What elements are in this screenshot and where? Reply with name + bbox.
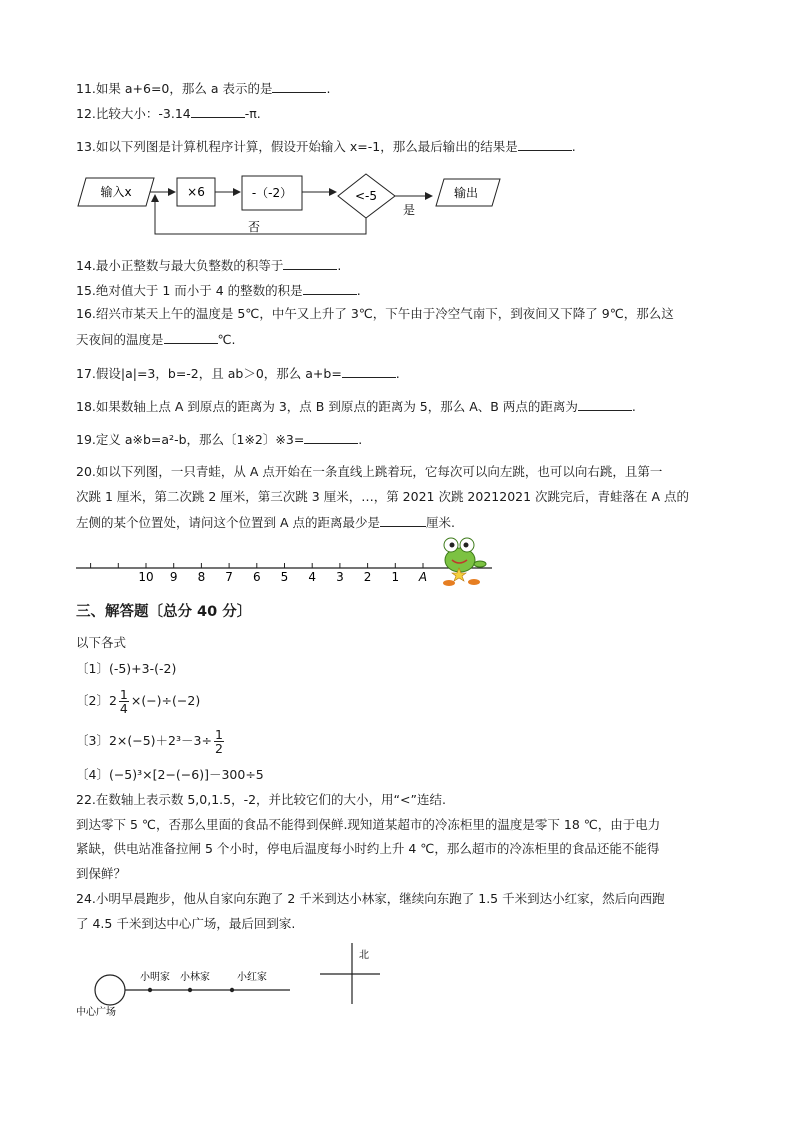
number-line-label: 4 [308,570,317,584]
question-23-line2: 紧缺，供电站准备拉闸 5 个小时，停电后温度每小时约上升 4 ℃，那么超市的冷冻柜里的食品还能不能得 [76,841,660,856]
section-heading: 三、解答题〔总分 40 分〕 [76,604,252,620]
calc-3: 〔3〕2×(−5)＋2³－3÷ $\frac{1}{2}$ [76,727,223,756]
number-line-label: 2 [363,570,372,584]
center-square-label: 中心广场 [76,1007,116,1018]
input-label: 输入x [100,185,132,199]
calc-4: 〔4〕(−5)³×[2−(−6)]－300÷5 [76,767,264,782]
lin-home-label: 小林家 [180,972,210,983]
north-label: 北 [359,950,369,961]
answer-blank [283,257,337,270]
answer-blank [518,138,572,151]
number-line-label: 7 [225,570,233,584]
home-label: 小明家 [140,972,170,983]
subtract-label: -（-2） [251,186,293,200]
output-label: 输出 [453,186,479,200]
yes-label: 是 [403,203,416,217]
question-23-line1: 到达零下 5 ℃，否那么里面的食品不能得到保鲜.现知道某超市的冷冻柜里的温度是零下 18 ℃，由于电力 [76,817,661,832]
question-23-line3: 到保鲜？ [76,866,127,881]
answer-blank [303,282,357,295]
question-24-line1: 24.小明早晨跑步，他从自家向东跑了 2 千米到达小林家，继续向东跑了 1.5 千米到达小红家，然后向西跑 [76,891,665,906]
question-17: 17.假设|a|=3，b=-2，且 ab＞0，那么 a+b= . [76,366,400,381]
question-16-line2: 天夜间的温度是 ℃. [76,332,236,347]
question-13: 13.如以下列图是计算机程序计算，假设开始输入 x=-1，那么最后输出的结果是 . [76,139,576,154]
question-15: 15.绝对值大于 1 而小于 4 的整数的积是 . [76,283,361,298]
question-22: 22.在数轴上表示数 5,0,1.5，-2，并比较它们的大小，用“<”连结. [76,792,446,807]
calc-1: 〔1〕(-5)+3-(-2) [76,661,177,676]
no-label: 否 [248,220,261,234]
question-24-line2: 了 4.5 千米到达中心广场，最后回到家. [76,916,296,931]
number-line-label: 9 [169,570,178,584]
question-12: 12.比较大小：-3.14 -π. [76,106,261,121]
number-line-label: 3 [336,570,344,584]
number-line-label: 5 [280,570,289,584]
answer-blank [578,398,632,411]
number-line-label: 10 [138,570,154,584]
number-line-label: 8 [197,570,206,584]
number-line-label: A [418,570,428,584]
fraction: $\frac{1}{4}$ [119,687,128,716]
program-flowchart [0,168,794,244]
multiply-label: ×6 [187,185,205,199]
question-19: 19.定义 a※b=a²-b，那么〔1※2〕※3= . [76,432,363,447]
center-square-marker [95,975,125,1005]
hong-home-label: 小红家 [237,972,267,983]
question-16-line1: 16.绍兴市某天上午的温度是 5℃，中午又上升了 3℃，下午由于冷空气南下，到夜间又下降了 9℃，那么这 [76,306,674,321]
route-map [0,938,794,1028]
frog-icon [443,538,486,586]
number-line-figure [0,530,794,590]
question-11: 11.如果 a+6=0，那么 a 表示的是 . [76,81,331,96]
answer-blank [304,431,358,444]
question-14: 14.最小正整数与最大负整数的积等于 . [76,258,342,273]
number-line-label: 1 [391,570,400,584]
answer-blank [380,514,426,527]
compass-icon [320,943,380,1004]
section-intro: 以下各式 [76,635,127,650]
answer-blank [272,80,326,93]
question-20-line3: 左侧的某个位置处，请问这个位置到 A 点的距离最少是 厘米. [76,515,455,530]
answer-blank [342,365,396,378]
number-line-label: 6 [252,570,261,584]
calc-2: 〔2〕2 $\frac{1}{4}$ ×(−)÷(−2) [76,687,201,716]
answer-blank [164,331,218,344]
answer-blank [191,105,245,118]
condition-label: <-5 [354,189,378,203]
question-20-line1: 20.如以下列图，一只青蛙，从 A 点开始在一条直线上跳着玩，它每次可以向左跳，也可以向右跳，且第一 [76,464,663,479]
fraction: $\frac{1}{2}$ [214,727,223,756]
question-18: 18.如果数轴上点 A 到原点的距离为 3，点 B 到原点的距离为 5，那么 A、B 两点的距离为 . [76,399,636,414]
question-20-line2: 次跳 1 厘米，第二次跳 2 厘米，第三次跳 3 厘米，…，第 2021 次跳 20212021 次跳完后，青蛙落在 A 点的 [76,489,690,504]
